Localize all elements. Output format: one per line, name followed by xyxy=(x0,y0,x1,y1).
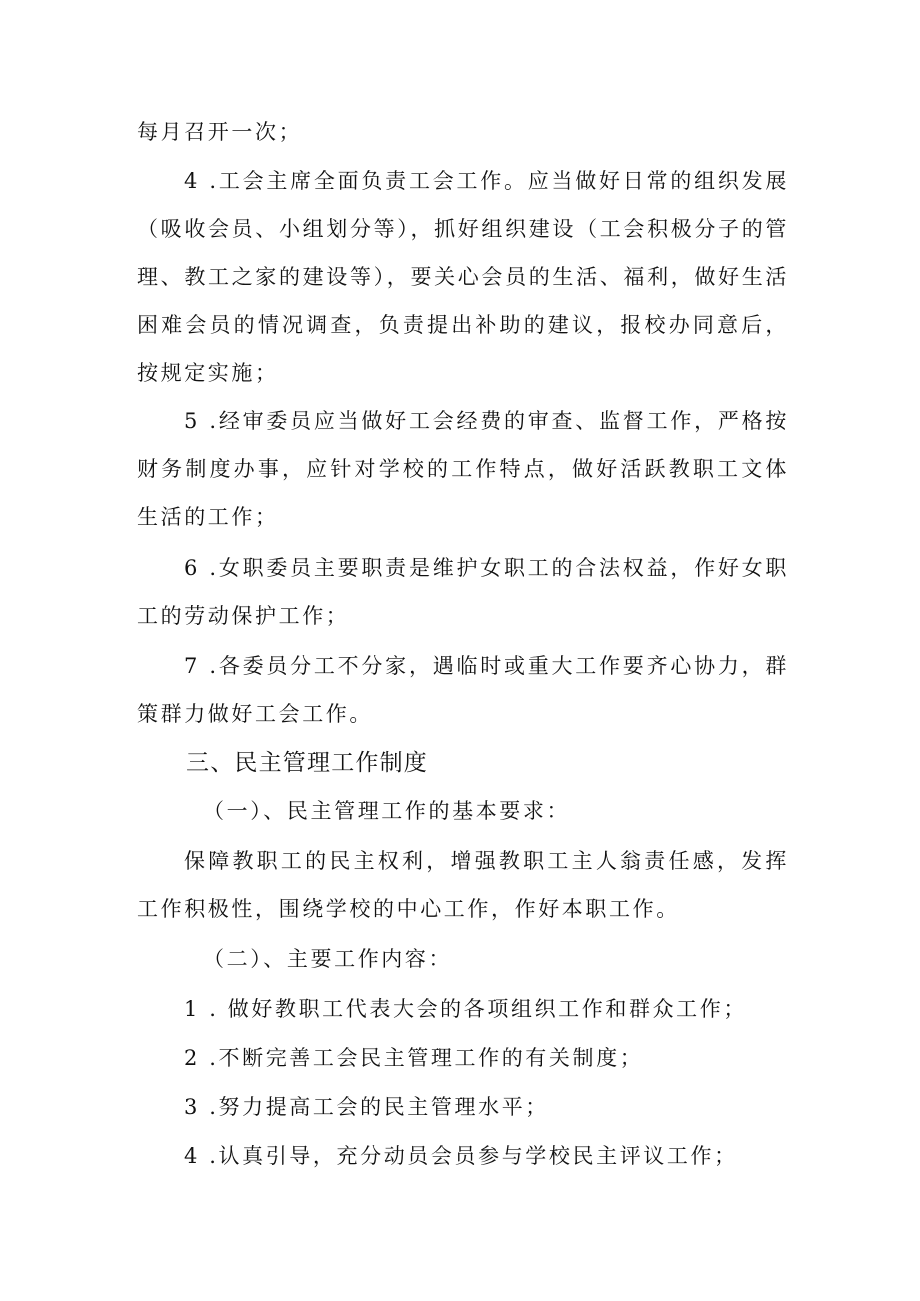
paragraph-item-4: 4 .工会主席全面负责工会工作。应当做好日常的组织发展（吸收会员、小组划分等），抓好组织建设（工会积极分子的管理、教工之家的建设等），要关心会员的生活、福利，做好生活困难会员的情况调查，负责提出补助的建议，报校办同意后，按规定实施； xyxy=(137,169,789,385)
section-heading-3: 三、民主管理工作制度 xyxy=(186,750,428,776)
list-item-4: 4 .认真引导，充分动员会员参与学校民主评议工作； xyxy=(184,1144,738,1168)
paragraph-item-5: 5 .经审委员应当做好工会经费的审查、监督工作，严格按财务制度办事，应针对学校的工作特点，做好活跃教职工文体生活的工作； xyxy=(137,409,789,529)
paragraph-continuation: 每月召开一次； xyxy=(137,120,303,144)
subsection-heading-1: （一）、民主管理工作的基本要求： xyxy=(203,799,571,823)
paragraph-basic-requirements: 保障教职工的民主权利，增强教职工主人翁责任感，发挥工作积极性，围绕学校的中心工作，作好本职工作。 xyxy=(137,849,789,921)
list-item-1: 1 . 做好教职工代表大会的各项组织工作和群众工作； xyxy=(184,997,747,1021)
list-item-3: 3 .努力提高工会的民主管理水平； xyxy=(184,1095,549,1119)
paragraph-item-6: 6 .女职委员主要职责是维护女职工的合法权益，作好女职工的劳动保护工作； xyxy=(137,556,789,628)
subsection-heading-2: （二）、主要工作内容： xyxy=(203,947,453,971)
list-item-2: 2 .不断完善工会民主管理工作的有关制度； xyxy=(184,1046,644,1070)
paragraph-item-7: 7 .各委员分工不分家，遇临时或重大工作要齐心协力，群策群力做好工会工作。 xyxy=(137,654,789,726)
